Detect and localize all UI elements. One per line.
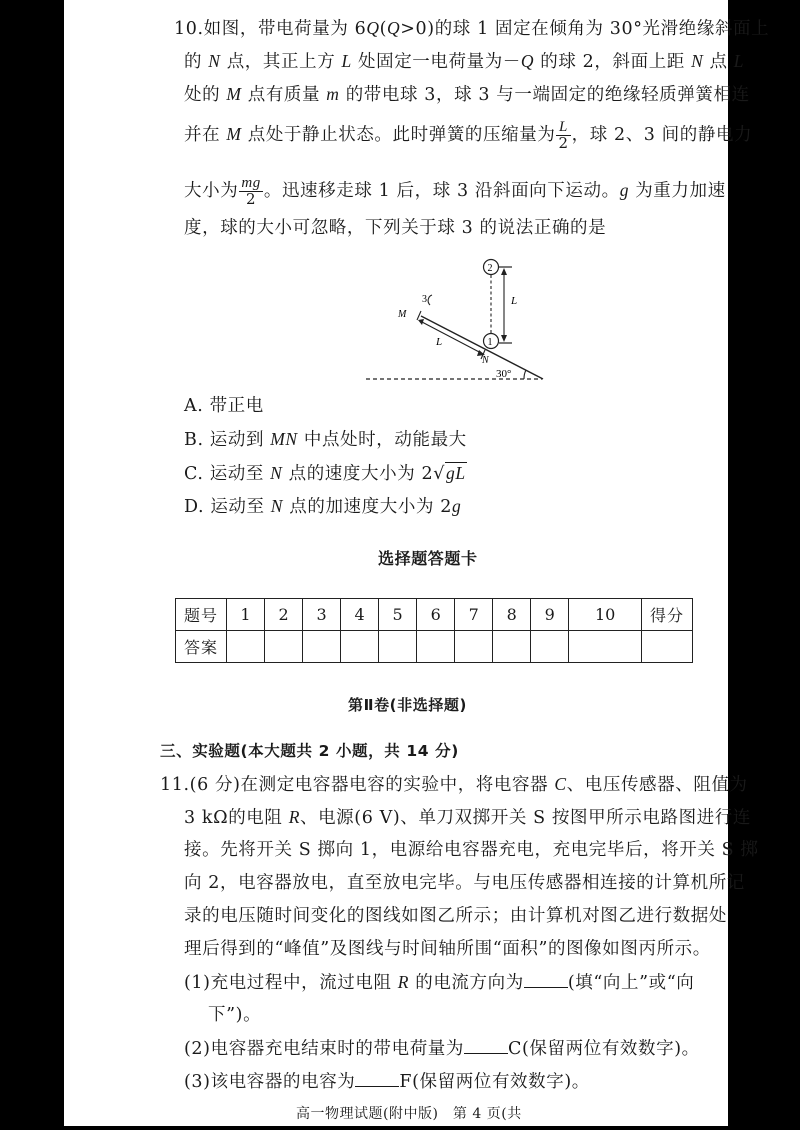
svg-text:3: 3 <box>422 294 427 305</box>
answer-cell-score[interactable] <box>642 631 693 663</box>
svg-text:2: 2 <box>487 263 493 274</box>
exam-page <box>64 0 770 1126</box>
q10-line-4: 并在 M 点处于静止状态。此时弹簧的压缩量为 $\frac{L}{2}$ ，球 2、3 间的静电力 <box>184 119 753 152</box>
answer-cell-9[interactable] <box>531 631 569 663</box>
svg-text:L: L <box>511 295 518 307</box>
col-6: 6 <box>417 599 455 631</box>
col-3: 3 <box>303 599 341 631</box>
page-footer: 高一物理试题(附中版) 第 4 页(共 <box>296 1106 522 1122</box>
svg-text:30°: 30° <box>496 368 512 380</box>
svg-text:N: N <box>482 355 489 366</box>
q11-sub-3: (3)该电容器的电容为 F(保留两位有效数字)。 <box>184 1072 590 1092</box>
q11-line-2: 3 kΩ的电阻 R、电源(6 V)、单刀双掷开关 S 按图甲所示电路图进行连 <box>184 807 751 828</box>
option-c: C. 运动至 N 点的速度大小为 2√gL <box>184 463 466 484</box>
option-b: B. 运动到 MN 中点处时，动能最大 <box>184 429 467 450</box>
col-1: 1 <box>227 599 265 631</box>
q11-line-6: 理后得到的“峰值”及图线与时间轴所围“面积”的图像如图丙所示。 <box>184 939 711 959</box>
svg-text:M: M <box>398 309 407 320</box>
answer-blank-1[interactable] <box>524 971 568 988</box>
q10-line-5: 大小为 $\frac{mg}{2}$ 。迅速移走球 1 后，球 3 沿斜面向下运动。g 为重力加速 <box>184 175 726 208</box>
option-a: A. 带正电 <box>184 396 264 416</box>
fraction-mg-over-2: $\frac{mg}{2}$ <box>241 175 261 208</box>
answer-cell-2[interactable] <box>265 631 303 663</box>
col-score: 得分 <box>642 599 693 631</box>
answer-cell-10[interactable] <box>569 631 642 663</box>
answer-blank-3[interactable] <box>355 1070 399 1087</box>
answer-card-title: 选择题答题卡 <box>378 549 478 568</box>
col-2: 2 <box>265 599 303 631</box>
option-d: D. 运动至 N 点的加速度大小为 2g <box>184 496 462 517</box>
answer-cell-4[interactable] <box>341 631 379 663</box>
q10-line-1: 10.如图，带电荷量为 6Q(Q>0)的球 1 固定在倾角为 30°光滑绝缘斜面上 <box>174 18 770 39</box>
q11-line-3: 接。先将开关 S 掷向 1，电源给电容器充电，充电完毕后，将开关 S 掷 <box>184 840 759 860</box>
header-number: 题号 <box>176 599 227 631</box>
answer-cell-7[interactable] <box>455 631 493 663</box>
fraction-L-over-2: $\frac{L}{2}$ <box>558 119 569 152</box>
q11-sub-1-cont: 下”)。 <box>208 1005 262 1025</box>
answer-blank-2[interactable] <box>464 1037 508 1054</box>
col-8: 8 <box>493 599 531 631</box>
q11-line-4: 向 2，电容器放电，直至放电完毕。与电压传感器相连接的计算机所记 <box>184 873 745 893</box>
svg-text:L: L <box>436 336 443 348</box>
answer-cell-3[interactable] <box>303 631 341 663</box>
col-9: 9 <box>531 599 569 631</box>
answer-cell-8[interactable] <box>493 631 531 663</box>
col-4: 4 <box>341 599 379 631</box>
q11-line-1: 11.(6 分)在测定电容器电容的实验中，将电容器 C、电压传感器、阻值为 <box>160 774 748 795</box>
q11-sub-2: (2)电容器充电结束时的带电荷量为 C(保留两位有效数字)。 <box>184 1039 700 1059</box>
q10-line-2: 的 N 点，其正上方 L 处固定一电荷量为－Q 的球 2，斜面上距 N 点 L <box>184 51 745 72</box>
header-answer: 答案 <box>176 631 227 663</box>
answer-cell-6[interactable] <box>417 631 455 663</box>
section-2-title: 第Ⅱ卷(非选择题) <box>348 696 467 714</box>
svg-text:1: 1 <box>487 337 493 348</box>
col-5: 5 <box>379 599 417 631</box>
answer-card-table <box>175 598 693 663</box>
table-row-number <box>176 599 693 631</box>
incline-figure <box>360 252 560 387</box>
col-7: 7 <box>455 599 493 631</box>
q11-line-5: 录的电压随时间变化的图线如图乙所示；由计算机对图乙进行数据处 <box>184 906 727 926</box>
section-3-heading: 三、实验题(本大题共 2 小题，共 14 分) <box>160 742 459 760</box>
q10-line-3: 处的 M 点有质量 m 的带电球 3，球 3 与一端固定的绝缘轻质弹簧相连 <box>184 84 750 105</box>
answer-cell-1[interactable] <box>227 631 265 663</box>
answer-cell-5[interactable] <box>379 631 417 663</box>
q11-sub-1: (1)充电过程中，流过电阻 R 的电流方向为 (填“向上”或“向 <box>184 972 695 993</box>
col-10: 10 <box>569 599 642 631</box>
q10-line-6: 度，球的大小可忽略，下列关于球 3 的说法正确的是 <box>184 218 607 238</box>
table-row-answer <box>176 631 693 663</box>
